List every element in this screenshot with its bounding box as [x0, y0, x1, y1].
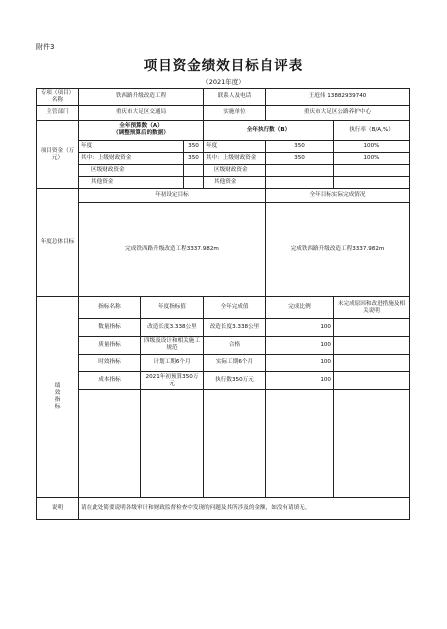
perf-row-name: 质量指标 — [79, 336, 141, 354]
perf-row — [37, 354, 410, 372]
funds-row-label: 其中：上级财政资金 — [79, 152, 184, 164]
funds-section-label: 项目资金（万元） — [37, 120, 79, 188]
perf-row-note — [334, 336, 410, 354]
perf-row-target: 四级及设计和相关施工规范 — [141, 336, 204, 354]
page-title: 项目资金绩效目标自评表 — [143, 58, 304, 74]
funds-row-rate: 100% — [334, 152, 410, 164]
funds-row-label2: 其他资金 — [204, 177, 266, 189]
perf-row-ratio: 100 — [266, 319, 334, 337]
perf-header-target: 年度指标值 — [141, 297, 204, 319]
perf-header-actual: 全年完成值 — [204, 297, 266, 319]
perf-row-target: 改造长度3.338公里 — [141, 319, 204, 337]
self-evaluation-table — [36, 88, 410, 520]
annual-exec-header: 全年执行数（B） — [204, 120, 334, 140]
year-label: （2021年度） — [202, 78, 245, 86]
perf-row-target: 2021年初预算350万元 — [141, 372, 204, 390]
planned-goal-header: 年初设定目标 — [79, 189, 266, 202]
perf-row-note — [334, 354, 410, 372]
impl-unit-value: 重庆市大足区公路养护中心 — [266, 105, 410, 120]
perf-blank-row — [37, 389, 410, 497]
funds-row-label: 年度 — [79, 140, 184, 152]
funds-row-exec: 350 — [266, 152, 334, 164]
performance-section-text: 绩效指标 — [54, 383, 61, 411]
attachment-label: 附件3 — [36, 43, 55, 51]
perf-row-ratio: 100 — [266, 354, 334, 372]
funds-row-exec — [266, 177, 334, 189]
perf-row-target: 计划工期6个月 — [141, 354, 204, 372]
actual-goal-value: 完成铁西路升级改造工程3337.982m — [266, 202, 410, 297]
perf-header-note: 未完成原因和改进措施及相关说明 — [334, 297, 410, 319]
perf-row-ratio: 100 — [266, 336, 334, 354]
funds-row-budget — [184, 177, 204, 189]
funds-row-budget: 350 — [184, 140, 204, 152]
contact-label: 联系人及电话 — [204, 89, 266, 106]
perf-header-ratio: 完成比例 — [266, 297, 334, 319]
project-name-value: 铁西路升级改造工程 — [79, 89, 204, 106]
project-name-label: 专项（项目）名称 — [37, 89, 79, 106]
perf-row-note — [334, 319, 410, 337]
perf-row-name: 时效指标 — [79, 354, 141, 372]
planned-goal-value: 完成铁西路升级改造工程3337.982m — [79, 202, 266, 297]
actual-goal-header: 全年目标实际完成情况 — [266, 189, 410, 202]
performance-section-label — [37, 297, 79, 498]
funds-row-label2: 年度 — [204, 140, 266, 152]
funds-row-rate — [334, 177, 410, 189]
perf-header-name: 指标名称 — [79, 297, 141, 319]
notes-label: 说明 — [37, 497, 79, 519]
perf-row-actual: 执行数350万元 — [204, 372, 266, 390]
funds-row-rate: 100% — [334, 140, 410, 152]
funds-row-label: 其他资金 — [79, 177, 184, 189]
perf-row-name: 数量指标 — [79, 319, 141, 337]
funds-row-rate — [334, 165, 410, 177]
perf-row-actual: 改造长度3.338公里 — [204, 319, 266, 337]
exec-rate-header: 执行率（B/A,%） — [334, 120, 410, 140]
funds-row-exec — [266, 165, 334, 177]
funds-row-label2: 区级财政资金 — [204, 165, 266, 177]
funds-row — [37, 177, 410, 189]
annual-budget-title: 全年预算数（A） — [119, 123, 163, 130]
dept-value: 重庆市大足区交通局 — [79, 105, 204, 120]
funds-row-label: 区级财政资金 — [79, 165, 184, 177]
contact-value: 王庭伟 13882939740 — [266, 89, 410, 106]
perf-row — [37, 336, 410, 354]
dept-label: 主管部门 — [37, 105, 79, 120]
annual-budget-subtitle: （调整预算后的数据） — [113, 130, 169, 137]
funds-row-exec: 350 — [266, 140, 334, 152]
perf-row-actual: 合格 — [204, 336, 266, 354]
perf-row-note — [334, 372, 410, 390]
perf-row — [37, 319, 410, 337]
perf-row-name: 成本指标 — [79, 372, 141, 390]
perf-row — [37, 372, 410, 390]
funds-row-label2: 其中：上级财政资金 — [204, 152, 266, 164]
annual-budget-header — [79, 120, 204, 140]
funds-row-budget: 350 — [184, 152, 204, 164]
perf-row-ratio: 100 — [266, 372, 334, 390]
notes-value: 请在此处简要说明各级审计和财政监督检查中发现的问题及其所涉及的金额，如没有请填无。 — [79, 497, 410, 519]
annual-goals-label: 年度总体目标 — [37, 189, 79, 297]
funds-row-budget — [184, 165, 204, 177]
funds-row — [37, 140, 410, 152]
funds-row — [37, 165, 410, 177]
impl-unit-label: 实施单位 — [204, 105, 266, 120]
perf-row-actual: 实际工期6个月 — [204, 354, 266, 372]
funds-row — [37, 152, 410, 164]
